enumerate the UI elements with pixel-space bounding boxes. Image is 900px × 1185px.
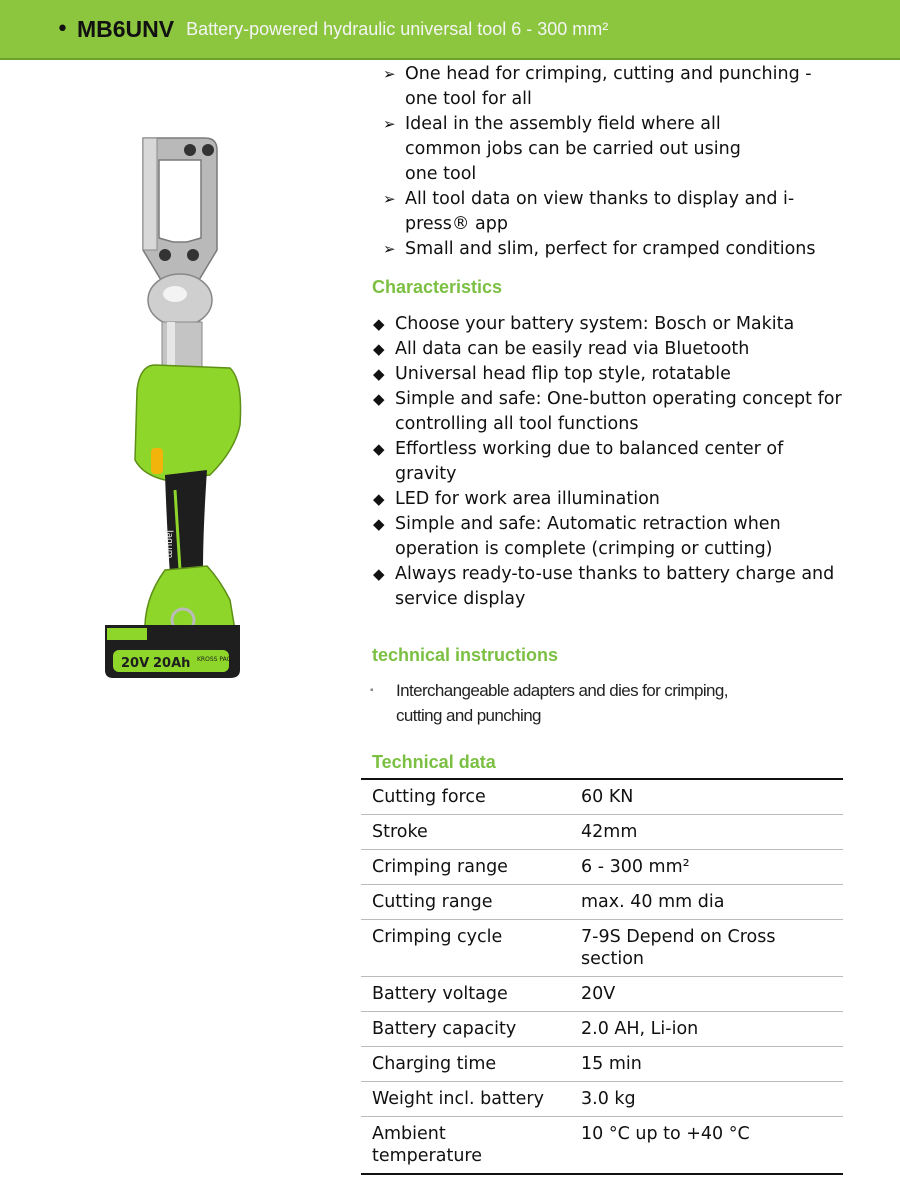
characteristic-item-line: Always ready-to-use thanks to battery charge and bbox=[395, 564, 835, 584]
characteristic-item bbox=[373, 512, 863, 562]
spec-value bbox=[570, 1012, 843, 1047]
spec-value-line: 60 KN bbox=[581, 787, 634, 807]
spec-label-line: Cutting force bbox=[372, 787, 486, 807]
characteristic-item-line: gravity bbox=[395, 464, 457, 484]
characteristic-item-line: Simple and safe: Automatic retraction when bbox=[395, 514, 781, 534]
table-row bbox=[361, 920, 843, 977]
bullet-marker: ➢ bbox=[383, 240, 396, 258]
characteristic-item-line: operation is complete (crimping or cutting) bbox=[395, 539, 773, 559]
feature-item-line: one tool for all bbox=[405, 89, 532, 109]
spec-value-line: 15 min bbox=[581, 1054, 642, 1074]
bullet-marker: ◆ bbox=[373, 565, 385, 583]
feature-item-line: one tool bbox=[405, 164, 477, 184]
spec-label-line: Battery capacity bbox=[372, 1019, 517, 1039]
spec-value bbox=[570, 977, 843, 1012]
tool-body bbox=[135, 365, 241, 480]
spec-value bbox=[570, 850, 843, 885]
spec-label-line: temperature bbox=[372, 1146, 482, 1166]
table-row bbox=[361, 1117, 843, 1175]
spec-value bbox=[570, 885, 843, 920]
brand-label: Jagum bbox=[164, 530, 174, 559]
bullet-marker: ◆ bbox=[373, 340, 385, 358]
instruction-item bbox=[370, 678, 840, 728]
battery-pack-label: KROSS PACK bbox=[197, 656, 235, 663]
feature-item-line: All tool data on view thanks to display and i- bbox=[405, 189, 795, 209]
trigger bbox=[151, 448, 163, 474]
bullet-marker: ➢ bbox=[383, 190, 396, 208]
spec-label bbox=[361, 977, 570, 1012]
bullet-marker: ➢ bbox=[383, 115, 396, 133]
battery-voltage-label: 20V bbox=[121, 656, 150, 671]
feature-item bbox=[383, 237, 883, 262]
characteristic-item bbox=[373, 387, 863, 437]
spec-value bbox=[570, 815, 843, 850]
spec-value bbox=[570, 1047, 843, 1082]
head-bolt bbox=[202, 144, 214, 156]
bullet-marker: ◆ bbox=[373, 365, 385, 383]
bullet-marker: ▪ bbox=[370, 685, 373, 696]
table-row bbox=[361, 1082, 843, 1117]
spec-label bbox=[361, 1082, 570, 1117]
product-subtitle: Battery-powered hydraulic universal tool 6 - 300 mm² bbox=[186, 18, 609, 39]
spec-label bbox=[361, 850, 570, 885]
header-bar bbox=[0, 0, 900, 60]
characteristic-item bbox=[373, 362, 863, 387]
table-row bbox=[361, 815, 843, 850]
characteristic-item-line: All data can be easily read via Bluetooth bbox=[395, 339, 750, 359]
spec-label-line: Ambient bbox=[372, 1124, 446, 1144]
bullet-marker: ◆ bbox=[373, 315, 385, 333]
spec-value-line: 2.0 AH, Li-ion bbox=[581, 1019, 699, 1039]
product-image bbox=[95, 130, 265, 690]
instruction-item-line: Interchangeable adapters and dies for crimping, bbox=[396, 681, 728, 700]
characteristic-item-line: service display bbox=[395, 589, 526, 609]
tool-grip bbox=[165, 470, 207, 575]
spec-value-line: 6 - 300 mm² bbox=[581, 857, 690, 877]
spec-value-line: 7-9S Depend on Cross bbox=[581, 927, 776, 947]
spec-value bbox=[570, 920, 843, 977]
feature-item bbox=[383, 62, 883, 112]
spec-label bbox=[361, 815, 570, 850]
spec-value-line: 10 °C up to +40 °C bbox=[581, 1124, 750, 1144]
header-bullet: • bbox=[56, 16, 69, 42]
technical-data-heading: Technical data bbox=[372, 752, 496, 772]
spec-value-line: 42mm bbox=[581, 822, 638, 842]
spec-value-line: section bbox=[581, 949, 645, 969]
table-row bbox=[361, 850, 843, 885]
spec-label-line: Cutting range bbox=[372, 892, 493, 912]
table-row bbox=[361, 885, 843, 920]
bullet-marker: ➢ bbox=[383, 65, 396, 83]
spec-label bbox=[361, 779, 570, 815]
feature-item-line: One head for crimping, cutting and punching - bbox=[405, 64, 812, 84]
bullet-marker: ◆ bbox=[373, 390, 385, 408]
spec-value bbox=[570, 1082, 843, 1117]
characteristic-item bbox=[373, 337, 863, 362]
spec-value-line: 20V bbox=[581, 984, 616, 1004]
spec-label-line: Crimping range bbox=[372, 857, 508, 877]
characteristic-item-line: Simple and safe: One-button operating concept for bbox=[395, 389, 842, 409]
spec-label bbox=[361, 885, 570, 920]
spec-label bbox=[361, 1012, 570, 1047]
characteristics-heading: Characteristics bbox=[372, 277, 503, 297]
feature-item bbox=[383, 112, 883, 187]
bullet-marker: ◆ bbox=[373, 490, 385, 508]
characteristic-item bbox=[373, 437, 863, 487]
spec-label-line: Weight incl. battery bbox=[372, 1089, 544, 1109]
characteristic-item bbox=[373, 312, 863, 337]
spec-label-line: Crimping cycle bbox=[372, 927, 503, 947]
spec-value-line: max. 40 mm dia bbox=[581, 892, 725, 912]
technical-data-table bbox=[361, 778, 843, 1175]
table-row bbox=[361, 977, 843, 1012]
characteristics-list bbox=[373, 312, 863, 612]
spec-label-line: Stroke bbox=[372, 822, 428, 842]
instruction-item-line: cutting and punching bbox=[396, 706, 541, 725]
battery-capacity-label: 20Ah bbox=[153, 656, 191, 671]
spec-label bbox=[361, 920, 570, 977]
bullet-marker: ◆ bbox=[373, 440, 385, 458]
spec-label-line: Charging time bbox=[372, 1054, 497, 1074]
spec-label bbox=[361, 1117, 570, 1175]
characteristic-item bbox=[373, 487, 863, 512]
head-bolt bbox=[184, 144, 196, 156]
table-row bbox=[361, 1012, 843, 1047]
head-bolt bbox=[187, 249, 199, 261]
feature-item-line: common jobs can be carried out using bbox=[405, 139, 741, 159]
head-bolt bbox=[159, 249, 171, 261]
spec-label bbox=[361, 1047, 570, 1082]
characteristic-item-line: Effortless working due to balanced center of bbox=[395, 439, 784, 459]
characteristic-item bbox=[373, 562, 863, 612]
feature-item-line: press® app bbox=[405, 214, 508, 234]
table-row bbox=[361, 779, 843, 815]
feature-item-line: Ideal in the assembly field where all bbox=[405, 114, 721, 134]
spec-label-line: Battery voltage bbox=[372, 984, 508, 1004]
characteristic-item-line: controlling all tool functions bbox=[395, 414, 639, 434]
characteristic-item-line: Choose your battery system: Bosch or Makita bbox=[395, 314, 795, 334]
model-name: MB6UNV bbox=[76, 15, 175, 42]
instructions-list bbox=[370, 678, 840, 728]
instructions-heading: technical instructions bbox=[372, 645, 559, 665]
characteristic-item-line: Universal head flip top style, rotatable bbox=[395, 364, 731, 384]
spec-value bbox=[570, 779, 843, 815]
feature-item bbox=[383, 187, 883, 237]
spec-value-line: 3.0 kg bbox=[581, 1089, 636, 1109]
feature-item-line: Small and slim, perfect for cramped conditions bbox=[405, 239, 816, 259]
spec-value bbox=[570, 1117, 843, 1175]
table-row bbox=[361, 1047, 843, 1082]
characteristic-item-line: LED for work area illumination bbox=[395, 489, 660, 509]
bullet-marker: ◆ bbox=[373, 515, 385, 533]
feature-list bbox=[383, 62, 883, 262]
